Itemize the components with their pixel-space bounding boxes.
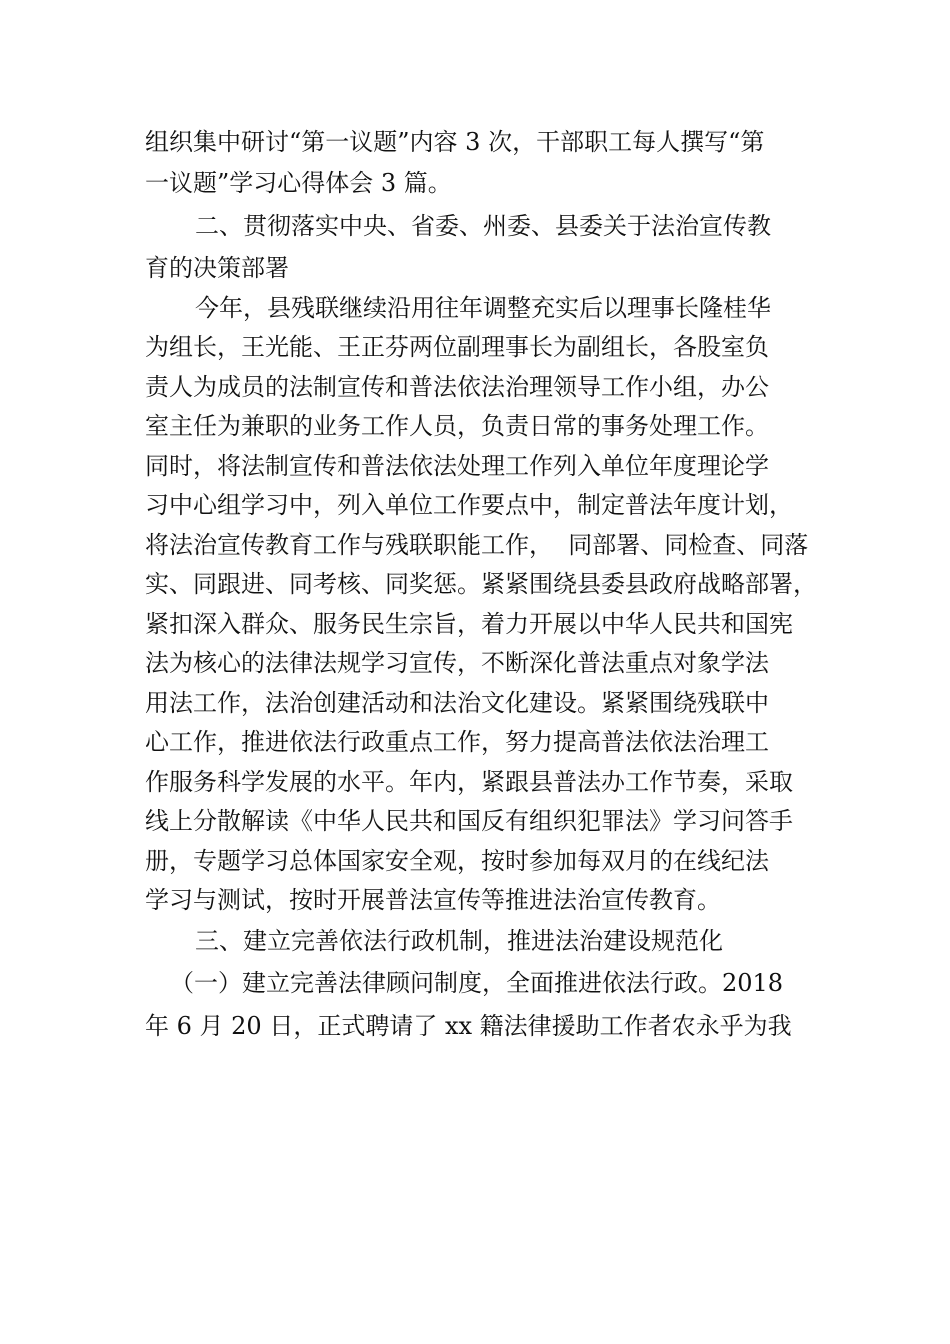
text-line: 学习与测试，按时开展普法宣传等推进法治宣传教育。 bbox=[145, 886, 721, 914]
text-line: 为组长，王光能、王正芬两位副理事长为副组长，各股室负 bbox=[145, 333, 769, 361]
section-heading: 二、贯彻落实中央、省委、州委、县委关于法治宣传教 bbox=[195, 212, 771, 240]
text-line: 法为核心的法律法规学习宣传，不断深化普法重点对象学法 bbox=[145, 649, 769, 677]
text-line: 用法工作，法治创建活动和法治文化建设。紧紧围绕残联中 bbox=[145, 689, 769, 717]
text-line: 室主任为兼职的业务工作人员，负责日常的事务处理工作。 bbox=[145, 412, 769, 440]
text-line: 习中心组学习中，列入单位工作要点中，制定普法年度计划， bbox=[145, 491, 793, 519]
text-line: 作服务科学发展的水平。年内，紧跟县普法办工作节奏，采取 bbox=[145, 768, 793, 796]
section-heading: 育的决策部署 bbox=[145, 254, 289, 282]
text-line: 责人为成员的法制宣传和普法依法治理领导工作小组，办公 bbox=[145, 373, 769, 401]
text-line: 今年，县残联继续沿用往年调整充实后以理事长隆桂华 bbox=[195, 294, 771, 322]
text-line: 将法治宣传教育工作与残联职能工作， 同部署、同检查、同落 bbox=[145, 531, 809, 559]
text-line: 线上分散解读《中华人民共和国反有组织犯罪法》学习问答手 bbox=[145, 807, 793, 835]
section-heading: 三、建立完善依法行政机制，推进法治建设规范化 bbox=[195, 927, 723, 955]
subsection-line: （一）建立完善法律顾问制度，全面推进依法行政。2018 bbox=[170, 969, 784, 997]
text-line: 册，专题学习总体国家安全观，按时参加每双月的在线纪法 bbox=[145, 847, 769, 875]
text-line: 同时，将法制宣传和普法依法处理工作列入单位年度理论学 bbox=[145, 452, 769, 480]
text-line: 紧扣深入群众、服务民生宗旨，着力开展以中华人民共和国宪 bbox=[145, 610, 793, 638]
text-line: 组织集中研讨“第一议题”内容 3 次，干部职工每人撰写“第 bbox=[145, 128, 765, 156]
text-line: 心工作，推进依法行政重点工作，努力提高普法依法治理工 bbox=[145, 728, 769, 756]
text-line: 年 6 月 20 日，正式聘请了 xx 籍法律援助工作者农永乎为我 bbox=[145, 1012, 792, 1040]
text-line: 一议题”学习心得体会 3 篇。 bbox=[145, 169, 452, 197]
text-line: 实、同跟进、同考核、同奖惩。紧紧围绕县委县政府战略部署， bbox=[145, 570, 817, 598]
